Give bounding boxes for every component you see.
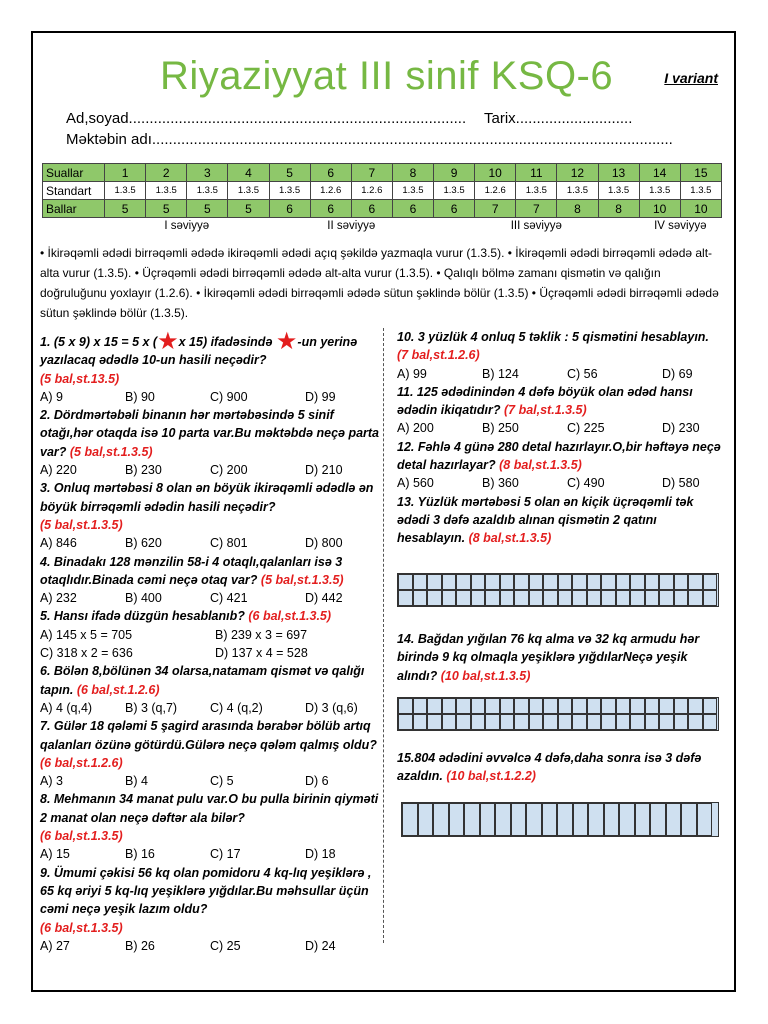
option-b[interactable]: B) 230 (125, 463, 162, 478)
standard-cell: 1.2.6 (351, 182, 392, 200)
option-d[interactable]: D) 230 (662, 421, 700, 436)
answer-grid-q13[interactable] (397, 573, 719, 607)
grid-cell[interactable] (674, 698, 689, 714)
grid-cell[interactable] (514, 714, 529, 730)
points-label: (10 bal,st.1.2.2) (446, 769, 536, 784)
option-a[interactable]: A) 220 (40, 463, 77, 478)
option-c[interactable]: C) 490 (567, 476, 605, 491)
question-number-cell: 4 (228, 164, 269, 182)
grid-cell[interactable] (471, 714, 486, 730)
option-c[interactable]: C) 17 (210, 847, 241, 862)
points-label: (7 bal,st.1.2.6) (397, 348, 480, 363)
option-d[interactable]: D) 800 (305, 536, 343, 551)
standard-cell: 1.3.5 (392, 182, 433, 200)
grid-cell[interactable] (413, 698, 428, 714)
option-a[interactable]: A) 200 (397, 421, 434, 436)
standard-cell: 1.2.6 (475, 182, 516, 200)
grid-cell[interactable] (464, 803, 480, 836)
grid-cell[interactable] (427, 574, 442, 590)
option-d[interactable]: D) 24 (305, 938, 336, 953)
grid-cell[interactable] (495, 803, 511, 836)
option-b[interactable]: B) 90 (125, 389, 155, 404)
option-b[interactable]: B) 4 (125, 774, 148, 789)
levels-row (43, 218, 722, 234)
grid-cell[interactable] (485, 590, 500, 606)
standard-cell: 1.3.5 (228, 182, 269, 200)
grid-cell[interactable] (543, 714, 558, 730)
grid-cell[interactable] (645, 714, 660, 730)
option-a[interactable]: A) 9 (40, 389, 63, 404)
option-c[interactable]: C) 25 (210, 938, 241, 953)
grid-cell[interactable] (543, 590, 558, 606)
standard-cell: 1.3.5 (105, 182, 146, 200)
option-a[interactable]: A) 27 (40, 938, 70, 953)
level-label: III səviyyə (510, 219, 562, 232)
option-b[interactable]: B) 26 (125, 938, 155, 953)
school-field[interactable]: Məktəbin adı............................................................................................................................. (66, 131, 673, 148)
option-c[interactable]: C) 900 (210, 389, 248, 404)
answer-options (40, 699, 380, 717)
option-d[interactable]: D) 99 (305, 389, 336, 404)
grid-cell[interactable] (449, 803, 465, 836)
grid-cell[interactable] (427, 698, 442, 714)
name-field[interactable]: Ad,soyad................................................................................. (66, 110, 467, 127)
points-cell: 5 (146, 200, 187, 218)
points-label: (8 bal,st.1.3.5) (468, 531, 552, 546)
star-icon: ★ (157, 328, 179, 355)
grid-cell[interactable] (427, 714, 442, 730)
grid-cell[interactable] (471, 698, 486, 714)
question-number-cell: 10 (475, 164, 516, 182)
question-number-cell: 8 (392, 164, 433, 182)
points-cell: 5 (187, 200, 228, 218)
option-d[interactable]: D) 3 (q,6) (305, 700, 358, 715)
grid-cell[interactable] (398, 590, 413, 606)
standard-cell: 1.3.5 (516, 182, 557, 200)
left-column (40, 328, 380, 955)
grid-cell[interactable] (604, 803, 620, 836)
option-b[interactable]: B) 16 (125, 847, 155, 862)
grid-cell[interactable] (572, 714, 587, 730)
grid-cell[interactable] (558, 574, 573, 590)
points-label: (5 bal,st.1.3.5) (40, 517, 123, 532)
option-a[interactable]: A) 846 (40, 536, 77, 551)
column-divider (383, 328, 384, 943)
grid-cell[interactable] (601, 714, 616, 730)
grid-cell[interactable] (630, 698, 645, 714)
variant-label: I variant (664, 70, 718, 86)
question-13: 13. Yüzlük mərtəbəsi 5 olan ən kiçik üçrəqəmli tək ədədi 3 dəfə azaldıb alınan qismətin 2 qatını hesablayın. (8 bal,st.1.3.5) (397, 494, 694, 546)
question-9: 9. Ümumi çəkisi 56 kq olan pomidoru 4 kq-lıq yeşiklərə , 65 kq əriyi 5 kq-lıq yeşiklərə yığdılar.Bu məhsullar üçün cəmi neçə yeşik lazım oldu? (6 bal,st.1.3.5) A) 27 B) 26 C) 25 D) 24 (40, 864, 380, 955)
level-label: I səviyyə (164, 219, 210, 232)
grid-cell[interactable] (688, 714, 703, 730)
answer-options (40, 534, 380, 552)
option-a[interactable]: A) 3 (40, 774, 63, 789)
option-a[interactable]: A) 99 (397, 366, 427, 381)
grid-cell[interactable] (485, 574, 500, 590)
grid-cell[interactable] (433, 803, 449, 836)
points-cell: 5 (228, 200, 269, 218)
grid-cell[interactable] (413, 590, 428, 606)
answer-options (397, 419, 727, 437)
grid-cell[interactable] (543, 698, 558, 714)
grid-cell[interactable] (456, 574, 471, 590)
date-field[interactable]: Tarix............................ (484, 110, 633, 127)
option-d[interactable]: D) 18 (305, 847, 336, 862)
grid-cell[interactable] (630, 714, 645, 730)
points-cell: 7 (516, 200, 557, 218)
grid-cell[interactable] (635, 803, 651, 836)
standard-cell: 1.3.5 (187, 182, 228, 200)
points-cell: 10 (680, 200, 721, 218)
standards-intro: • İkirəqəmli ədədi birrəqəmli ədədə ikirəqəmli ədədi açıq şəkildə yazmaqla vurur (1.3.5). • İkirəqəmli ədədi birrəqəmli ədədə alt-alta vurur (1.3.5). • Üçrəqəmli ədədi birrəqəmli ədədə alt-alta vurur (1.3.5). • Qalıqlı bölmə zamanı qismətin və qalığın doğruluğunu yoxlayır (1.2.6). • İkirəqəmli ədədi birrəqəmli ədədə sütun şəklində bölür (1.3.5) • Üçrəqəmli ədədi birrəqəmli ədədə sütun şəklində bölür (1.3.5). (40, 246, 719, 320)
option-c[interactable]: C) 200 (210, 463, 248, 478)
answer-options (40, 772, 380, 790)
grid-cell[interactable] (573, 803, 589, 836)
grid-cell[interactable] (542, 803, 558, 836)
grid-cell[interactable] (587, 574, 602, 590)
option-d[interactable]: D) 137 x 4 = 528 (215, 646, 308, 661)
question-8: 8. Mehmanın 34 manat pulu var.O bu pulla birinin qiyməti 2 manat olan neçə dəftər ala bilər? (6 bal,st.1.3.5) A) 15 B) 16 C) 17 D) 18 (40, 790, 380, 863)
option-a[interactable]: A) 145 x 5 = 705 (40, 627, 133, 642)
grid-cell[interactable] (630, 574, 645, 590)
option-a[interactable]: A) 15 (40, 847, 70, 862)
option-d[interactable]: D) 69 (662, 366, 693, 381)
grid-cell[interactable] (480, 803, 496, 836)
answer-options (40, 644, 380, 662)
points-label: (6 bal,st.1.2.6) (76, 682, 160, 697)
grid-cell[interactable] (601, 574, 616, 590)
option-c[interactable]: C) 421 (210, 591, 248, 606)
points-cell: 5 (105, 200, 146, 218)
grid-cell[interactable] (703, 590, 718, 606)
grid-cell[interactable] (587, 698, 602, 714)
question-14: 14. Bağdan yığılan 76 kq alma və 32 kq armudu hər birində 9 kq olmaqla yeşiklərə yığdılarNeçə yeşik alındı? (10 bal,st.1.3.5) (397, 632, 700, 683)
grid-cell[interactable] (398, 698, 413, 714)
grid-cell[interactable] (630, 590, 645, 606)
grid-cell[interactable] (442, 590, 457, 606)
points-cell: 6 (434, 200, 475, 218)
option-d[interactable]: D) 6 (305, 774, 329, 789)
option-b[interactable]: B) 250 (482, 421, 519, 436)
option-a[interactable]: A) 4 (q,4) (40, 700, 93, 715)
answer-options (40, 388, 380, 406)
grid-cell[interactable] (529, 698, 544, 714)
standard-cell: 1.3.5 (269, 182, 310, 200)
points-label: (5 bal,st.13.5) (40, 371, 120, 386)
grid-cell[interactable] (703, 574, 718, 590)
grid-cell[interactable] (526, 803, 542, 836)
option-b[interactable]: B) 3 (q,7) (125, 700, 178, 715)
question-3: 3. Onluq mərtəbəsi 8 olan ən böyük ikirəqəmli ədədlə ən böyük birrəqəmli ədədin hasili neçədir? (5 bal,st.1.3.5) A) 846 B) 620 C) 801 D) 800 (40, 479, 380, 552)
answer-grid-q14[interactable] (397, 697, 719, 731)
standard-cell: 1.3.5 (639, 182, 680, 200)
grid-cell[interactable] (485, 714, 500, 730)
grid-cell[interactable] (666, 803, 682, 836)
standard-cell: 1.3.5 (434, 182, 475, 200)
question-number-cell: 13 (598, 164, 639, 182)
question-number-cell: 5 (269, 164, 310, 182)
grid-cell[interactable] (674, 590, 689, 606)
option-c[interactable]: C) 225 (567, 421, 605, 436)
grid-cell[interactable] (456, 698, 471, 714)
question-10: 10. 3 yüzlük 4 onluq 5 təklik : 5 qismətini hesablayın. (7 bal,st.1.2.6) A) 99 B) 124 C) 56 D) 69 (397, 328, 727, 383)
grid-cell[interactable] (616, 698, 631, 714)
points-cell: 6 (310, 200, 351, 218)
question-number-cell: 9 (434, 164, 475, 182)
grid-cell[interactable] (413, 714, 428, 730)
option-b[interactable]: B) 360 (482, 476, 519, 491)
points-label: (6 bal,st.1.3.5) (40, 920, 123, 935)
grid-cell[interactable] (402, 803, 418, 836)
grid-cell[interactable] (659, 590, 674, 606)
grid-cell[interactable] (398, 574, 413, 590)
option-d[interactable]: D) 442 (305, 591, 343, 606)
standard-cell: 1.3.5 (557, 182, 598, 200)
level-label: IV səviyyə (654, 219, 707, 232)
answer-options (40, 845, 380, 863)
standard-cell: 1.3.5 (146, 182, 187, 200)
grid-cell[interactable] (645, 590, 660, 606)
question-number-cell: 11 (516, 164, 557, 182)
standard-cell: 1.3.5 (680, 182, 721, 200)
points-cell: 6 (392, 200, 433, 218)
grid-cell[interactable] (688, 590, 703, 606)
answer-options (40, 589, 380, 607)
answer-options (40, 937, 380, 955)
points-label: (5 bal,st.1.3.5) (69, 444, 153, 459)
answer-options (397, 365, 727, 383)
star-icon: ★ (275, 328, 298, 355)
question-2: 2. Dördmərtəbəli binanın hər mərtəbəsində 5 sinif otağı,hər otaqda isə 10 parta var.Bu məktəbdə neçə parta var? (5 bal,st.1.3.5) A) 220 B) 230 C) 200 D) 210 (40, 406, 380, 479)
grid-cell[interactable] (572, 698, 587, 714)
grid-cell[interactable] (674, 714, 689, 730)
points-cell: 8 (557, 200, 598, 218)
row-label: Ballar (43, 200, 105, 218)
grid-cell[interactable] (601, 698, 616, 714)
grid-cell[interactable] (659, 714, 674, 730)
grid-cell[interactable] (557, 803, 573, 836)
grid-cell[interactable] (572, 590, 587, 606)
points-label: (10 bal,st.1.3.5) (440, 668, 531, 683)
option-b[interactable]: B) 620 (125, 536, 162, 551)
grid-cell[interactable] (500, 714, 515, 730)
question-7: 7. Gülər 18 qələmi 5 şagird arasında bərabər bölüb artıq qalanları özünə götürdü.Gülərə neçə qələm qalmış oldu? (6 bal,st.1.2.6) A) 3 B) 4 C) 5 D) 6 (40, 717, 380, 790)
question-number-cell: 1 (105, 164, 146, 182)
grid-cell[interactable] (650, 803, 666, 836)
scoring-table (42, 163, 722, 233)
points-label: (8 bal,st.1.3.5) (499, 458, 582, 473)
answer-options (397, 474, 727, 492)
grid-cell[interactable] (418, 803, 434, 836)
grid-cell[interactable] (616, 590, 631, 606)
grid-cell[interactable] (697, 803, 713, 836)
question-number-cell: 7 (351, 164, 392, 182)
question-4: 4. Binadakı 128 mənzilin 58-i 4 otaqlı,qalanları isə 3 otaqlıdır.Binada cəmi neçə otaq var? (5 bal,st.1.3.5) A) 232 B) 400 C) 421 D) 442 (40, 553, 380, 608)
points-cell: 10 (639, 200, 680, 218)
option-c[interactable]: C) 5 (210, 774, 234, 789)
grid-cell[interactable] (587, 714, 602, 730)
question-6: 6. Bölən 8,bölünən 34 olarsa,natamam qismət və qalığı tapın. (6 bal,st.1.2.6) A) 4 (q,4) B) 3 (q,7) C) 4 (q,2) D) 3 (q,6) (40, 662, 380, 717)
option-a[interactable]: A) 560 (397, 476, 434, 491)
grid-cell[interactable] (456, 590, 471, 606)
question-number-cell: 6 (310, 164, 351, 182)
grid-cell[interactable] (703, 714, 718, 730)
grid-cell[interactable] (398, 714, 413, 730)
grid-cell[interactable] (619, 803, 635, 836)
option-a[interactable]: A) 232 (40, 591, 77, 606)
answer-options (40, 461, 380, 479)
option-c[interactable]: C) 801 (210, 536, 248, 551)
points-cell: 7 (475, 200, 516, 218)
option-b[interactable]: B) 124 (482, 366, 519, 381)
grid-cell[interactable] (681, 803, 697, 836)
page-title: Riyaziyyat III sinif KSQ-6 (160, 54, 614, 98)
grid-cell[interactable] (659, 574, 674, 590)
question-number-cell: 14 (639, 164, 680, 182)
points-label: (7 bal,st.1.3.5) (503, 403, 587, 418)
question-number-cell: 3 (187, 164, 228, 182)
grid-cell[interactable] (514, 590, 529, 606)
grid-cell[interactable] (529, 590, 544, 606)
answer-grid-q15[interactable] (401, 802, 719, 837)
grid-cell[interactable] (442, 574, 457, 590)
grid-cell[interactable] (485, 698, 500, 714)
points-label: (6 bal,st.1.3.5) (248, 609, 332, 624)
points-label: (6 bal,st.1.3.5) (40, 829, 123, 844)
grid-cell[interactable] (500, 574, 515, 590)
points-cell: 8 (598, 200, 639, 218)
points-row (43, 200, 722, 218)
grid-cell[interactable] (511, 803, 527, 836)
option-b[interactable]: B) 400 (125, 591, 162, 606)
option-d[interactable]: D) 210 (305, 463, 343, 478)
grid-cell[interactable] (442, 714, 457, 730)
points-cell: 6 (269, 200, 310, 218)
grid-cell[interactable] (471, 574, 486, 590)
grid-cell[interactable] (558, 698, 573, 714)
points-label: (5 bal,st.1.3.5) (260, 572, 344, 587)
points-cell: 6 (351, 200, 392, 218)
grid-cell[interactable] (558, 590, 573, 606)
grid-cell[interactable] (588, 803, 604, 836)
grid-cell[interactable] (514, 698, 529, 714)
question-number-cell: 15 (680, 164, 721, 182)
option-c[interactable]: C) 56 (567, 366, 598, 381)
option-c[interactable]: C) 318 x 2 = 636 (40, 646, 133, 661)
grid-cell[interactable] (616, 574, 631, 590)
questions-row (43, 164, 722, 182)
grid-cell[interactable] (558, 714, 573, 730)
question-15: 15.804 ədədini əvvəlcə 4 dəfə,daha sonra isə 3 dəfə azaldın. (10 bal,st.1.2.2) (397, 751, 702, 784)
standard-cell: 1.2.6 (310, 182, 351, 200)
grid-cell[interactable] (543, 574, 558, 590)
option-c[interactable]: C) 4 (q,2) (210, 700, 263, 715)
grid-cell[interactable] (514, 574, 529, 590)
level-label: II səviyyə (327, 219, 376, 232)
grid-cell[interactable] (587, 590, 602, 606)
grid-cell[interactable] (529, 574, 544, 590)
grid-cell[interactable] (688, 574, 703, 590)
question-12: 12. Fəhlə 4 günə 280 detal hazırlayır.O,bir həftəyə neçə detal hazırlayar? (8 bal,st.1.3.5) A) 560 B) 360 C) 490 D) 580 (397, 438, 727, 493)
grid-cell[interactable] (529, 714, 544, 730)
question-number-cell: 2 (146, 164, 187, 182)
option-b[interactable]: B) 239 x 3 = 697 (215, 627, 308, 642)
grid-cell[interactable] (456, 714, 471, 730)
grid-cell[interactable] (572, 574, 587, 590)
grid-cell[interactable] (413, 574, 428, 590)
question-5: 5. Hansı ifadə düzgün hesablanıb? (6 bal,st.1.3.5) A) 145 x 5 = 705 B) 239 x 3 = 697 C) 318 x 2 = 636 D) 137 x 4 = 528 (40, 607, 380, 662)
grid-cell[interactable] (427, 590, 442, 606)
standards-row (43, 182, 722, 200)
question-1: 1. (5 x 9) x 15 = 5 x (★x 15) ifadəsində ★-un yerinə yazılacaq ədədlə 10-un hasili neçədir? (5 bal,st.13.5) A) 9 B) 90 C) 900 D) 99 (40, 333, 380, 406)
row-label: Suallar (43, 164, 105, 182)
grid-cell[interactable] (601, 590, 616, 606)
answer-options (40, 626, 380, 644)
grid-cell[interactable] (500, 590, 515, 606)
grid-cell[interactable] (442, 698, 457, 714)
option-d[interactable]: D) 580 (662, 476, 700, 491)
grid-cell[interactable] (703, 698, 718, 714)
standard-cell: 1.3.5 (598, 182, 639, 200)
question-number-cell: 12 (557, 164, 598, 182)
grid-cell[interactable] (645, 698, 660, 714)
right-column (397, 328, 727, 548)
points-label: (6 bal,st.1.2.6) (40, 755, 123, 770)
grid-cell[interactable] (471, 590, 486, 606)
question-11: 11. 125 ədədinindən 4 dəfə böyük olan ədəd hansı ədədin ikiqatıdır? (7 bal,st.1.3.5) A) 200 B) 250 C) 225 D) 230 (397, 383, 727, 438)
grid-cell[interactable] (645, 574, 660, 590)
grid-cell[interactable] (674, 574, 689, 590)
grid-cell[interactable] (500, 698, 515, 714)
grid-cell[interactable] (659, 698, 674, 714)
row-label: Standart (43, 182, 105, 200)
grid-cell[interactable] (688, 698, 703, 714)
grid-cell[interactable] (616, 714, 631, 730)
